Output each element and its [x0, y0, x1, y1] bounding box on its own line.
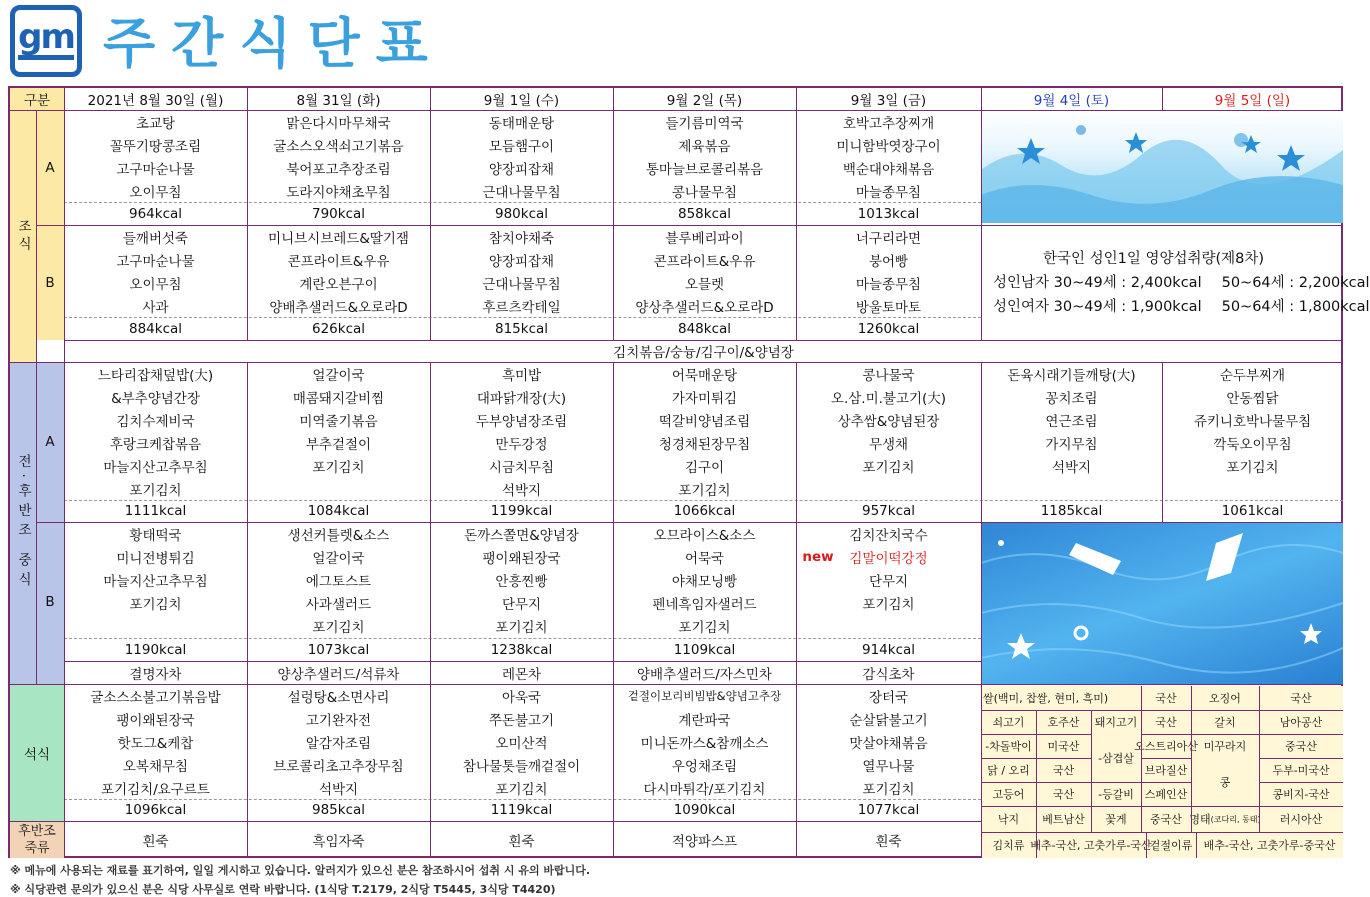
kcal-value: 1061kcal — [1221, 503, 1284, 519]
menu-item: 팽이왜된장국 — [116, 712, 195, 729]
menu-item: 고구마순나물 — [116, 253, 195, 270]
menu-item: 오므라이스&소스 — [653, 527, 756, 544]
kcal-value: 1190kcal — [124, 641, 187, 658]
menu-item: 연근조림 — [1045, 413, 1098, 430]
day-header: 9월 5일 (일) — [1214, 93, 1291, 109]
menu-item: 통마늘브로콜리볶음 — [645, 161, 764, 178]
menu-item: 다시마튀각/포기김치 — [643, 781, 766, 798]
menu-item: 김구이 — [684, 459, 725, 476]
menu-item: 포기김치 — [129, 482, 182, 499]
kcal-value: 1013kcal — [857, 205, 920, 222]
menu-item: 마늘종무침 — [855, 184, 922, 201]
kcal-value: 1238kcal — [490, 641, 553, 658]
menu-item: 맛살야채볶음 — [849, 735, 928, 752]
kcal-value: 1119kcal — [490, 802, 553, 818]
menu-item: 무생채 — [868, 436, 909, 453]
kcal-value: 1077kcal — [857, 802, 920, 818]
menu-item: 얼갈이국 — [312, 367, 365, 384]
menu-item: 굴소스소불고기볶음밥 — [90, 689, 221, 706]
kcal-value: 1109kcal — [673, 641, 736, 658]
menu-item: 알감자조림 — [305, 735, 372, 752]
course-label: A — [45, 159, 55, 176]
menu-item — [64, 614, 247, 637]
menu-item: 양배추샐러드&오로라D — [269, 299, 408, 316]
menu-item: 어묵매운탕 — [671, 367, 738, 384]
menu-item: 브로콜리초고추장무침 — [273, 758, 404, 775]
menu-item: 열무나물 — [862, 758, 915, 775]
day-header: 9월 4일 (토) — [1033, 93, 1110, 109]
menu-item: 마늘지산고추무침 — [103, 573, 208, 590]
menu-item: 황태떡국 — [129, 527, 182, 544]
menu-item: 어묵국 — [684, 550, 725, 567]
kcal-value: 957kcal — [861, 503, 916, 519]
menu-item: 석박지 — [501, 482, 542, 499]
drink-item: 양상추샐러드/석류차 — [277, 666, 400, 683]
menu-item: 미니함박엿장구이 — [836, 138, 941, 155]
menu-item: &부추양념간장 — [111, 390, 200, 407]
menu-item: 김치잔치국수 — [849, 527, 928, 544]
sea-wave-image — [981, 110, 1343, 223]
porridge-item: 흰죽 — [508, 833, 535, 850]
menu-item: 아욱국 — [501, 689, 542, 706]
section-lunch: 전·후반조 중식 — [10, 362, 36, 684]
menu-item: 오이무침 — [129, 184, 182, 201]
menu-item: 흑미밥 — [501, 367, 542, 384]
menu-item: 호박고추장찌개 — [842, 115, 935, 132]
day-header: 2021년 8월 30일 (월) — [87, 93, 224, 109]
menu-item: 설렁탕&소면사리 — [287, 689, 390, 706]
menu-item: 김치수제비국 — [116, 413, 195, 430]
menu-item: 떡갈비양념조림 — [658, 413, 751, 430]
menu-item: 순살닭불고기 — [849, 712, 928, 729]
menu-item: 겉절이보리비빔밥&양념고추장 — [627, 688, 782, 703]
kcal-value: 1073kcal — [307, 641, 370, 658]
menu-item: 굴소스오색쇠고기볶음 — [273, 138, 404, 155]
menu-item: 쭈돈불고기 — [488, 712, 555, 729]
menu-item: 펜네흑임자샐러드 — [652, 596, 757, 613]
menu-item: 깍둑오이무침 — [1213, 436, 1292, 453]
day-header: 9월 1일 (수) — [483, 93, 560, 109]
porridge-item: 흰죽 — [142, 833, 169, 850]
menu-item: 미니돈까스&참깨소스 — [640, 735, 769, 752]
porridge-item: 적양파스프 — [671, 833, 738, 850]
course-label: B — [45, 594, 55, 610]
menu-item: 생선커틀렛&소스 — [287, 527, 390, 544]
menu-item: 사과샐러드 — [305, 596, 372, 613]
day-header: 9월 2일 (목) — [666, 93, 743, 109]
kcal-value: 980kcal — [494, 205, 549, 222]
menu-item: 석박지 — [1051, 459, 1092, 476]
nutrition-intake: 한국인 성인1일 영양섭취량(제8차) 성인남자 30~49세 : 2,400kcal 50~64세 : 2,200kcal 성인여자 30~49세 : 1,900kcal 50~64세 : 1,800kcal — [993, 250, 1370, 315]
menu-item: 근대나물무침 — [482, 276, 561, 293]
section-night: 후반조 죽류 — [10, 821, 64, 858]
menu-item: 매콤돼지갈비찜 — [292, 390, 385, 407]
menu-item: 북어포고추장조림 — [286, 161, 391, 178]
kcal-value: 1090kcal — [673, 802, 736, 818]
menu-item: 팽이왜된장국 — [482, 550, 561, 567]
menu-item: 안동찜닭 — [1226, 390, 1279, 407]
menu-item: 꽁치조림 — [1045, 390, 1098, 407]
menu-item: 포기김치 — [678, 619, 731, 636]
menu-item: 만두강정 — [495, 436, 548, 453]
drink-item: 레몬차 — [501, 666, 542, 683]
menu-item: 미니브시브레드&딸기잼 — [268, 230, 409, 247]
menu-item — [796, 614, 981, 637]
menu-item: 고기완자전 — [305, 712, 372, 729]
menu-item: 블루베리파이 — [665, 230, 744, 247]
course-label: B — [45, 274, 55, 291]
menu-item: 안흥찐빵 — [495, 573, 548, 590]
menu-item: 포기김치 — [312, 459, 365, 476]
menu-item: 김말이떡강정 — [849, 550, 928, 567]
menu-item: 제육볶음 — [678, 138, 731, 155]
menu-item: 포기김치 — [1226, 459, 1279, 476]
menu-item: 포기김치 — [495, 619, 548, 636]
drink-item: 감식초차 — [862, 666, 915, 683]
menu-item: 방울토마토 — [855, 299, 922, 316]
section-dinner: 석식 — [10, 684, 64, 821]
kcal-value: 1260kcal — [857, 320, 920, 337]
menu-item: 맑은다시마무채국 — [286, 115, 391, 132]
menu-item: 포기김치 — [862, 596, 915, 613]
day-header: 9월 3일 (금) — [850, 93, 927, 109]
day-header: 8월 31일 (화) — [296, 93, 381, 109]
menu-item: 백순대야채볶음 — [842, 161, 935, 178]
menu-item: 콘프라이트&우유 — [287, 253, 390, 270]
menu-item: 에그토스트 — [305, 573, 372, 590]
new-badge: new — [802, 548, 834, 565]
origin-table: 쌀(백미, 찹쌀, 현미, 흑미) 국산 오징어 국산 쇠고기 호주산 돼지고기 국산 갈치 남아공산 -차돌박이 미국산 -삼겹살 오스트리아산 미꾸라지 중국산 닭 / 오리 국산 브라질산 콩 두부-미국산 고등어 국산 -등갈비 스페인산 콩비지-국산 낙지 베트남산 꽃게 중국산 명태 (코다리, 동태) 러시아산 김치류 배추-국산, 고춧가루-국산 겉절이류 배추-국산, 고춧가루-중국산 — [981, 686, 1343, 858]
menu-item: 꼴뚜기땅콩조림 — [109, 138, 202, 155]
common-side-dishes: 김치볶음/숭늉/김구이/&양념장 — [613, 345, 794, 361]
menu-item: 가자미튀김 — [671, 390, 738, 407]
menu-item: 계란오븐구이 — [299, 276, 378, 293]
menu-item — [981, 477, 1162, 500]
menu-item: 우엉채조림 — [671, 758, 738, 775]
menu-item: 상추쌈&양념된장 — [837, 413, 940, 430]
menu-item: 돈육시래기들깨탕(大) — [1007, 367, 1136, 384]
menu-item: 후랑크케찹볶음 — [109, 436, 202, 453]
menu-item — [1162, 477, 1343, 500]
menu-item: 미니전병튀김 — [116, 550, 195, 567]
menu-item: 대파닭개장(大) — [476, 390, 567, 407]
kcal-value: 1111kcal — [124, 503, 187, 519]
menu-item: 초교탕 — [135, 115, 176, 132]
menu-item: 마늘종무침 — [855, 276, 922, 293]
menu-item: 석박지 — [318, 781, 359, 798]
kcal-value: 815kcal — [494, 320, 549, 337]
menu-item: 들깨버섯죽 — [122, 230, 189, 247]
menu-item: 콩나물무침 — [671, 184, 738, 201]
menu-item: 오.삼.미.불고기(大) — [830, 390, 947, 407]
allergy-note: ※ 메뉴에 사용되는 재료를 표기하여, 일일 게시하고 있습니다. 알러지가 있으신 분은 참조하시어 섭취 시 유의 바랍니다. — [10, 864, 591, 877]
menu-item: 포기김치 — [862, 781, 915, 798]
menu-item: 도라지야채초무침 — [286, 184, 391, 201]
menu-item: 야채모닝빵 — [671, 573, 738, 590]
menu-item — [247, 477, 430, 500]
gm-logo: gm — [10, 5, 82, 77]
porridge-item: 흑임자죽 — [312, 833, 365, 850]
drink-item: 양배추샐러드/자스민차 — [637, 666, 772, 683]
section-breakfast: 조식 — [10, 110, 36, 362]
menu-item: 두부양념장조림 — [475, 413, 568, 430]
menu-item: 후르츠칵테일 — [482, 299, 561, 316]
menu-item: 미역줄기볶음 — [299, 413, 378, 430]
menu-table — [8, 86, 1370, 858]
menu-item: 오미산적 — [495, 735, 548, 752]
drink-item: 결명자차 — [129, 666, 182, 683]
menu-item: 돈까스쫄면&양념장 — [464, 527, 579, 544]
menu-item: 콘프라이트&우유 — [653, 253, 756, 270]
menu-item: 양장피잡채 — [488, 253, 555, 270]
menu-item: 고구마순나물 — [116, 161, 195, 178]
menu-item: 얼갈이국 — [312, 550, 365, 567]
menu-item: 콩나물국 — [862, 367, 915, 384]
menu-item: 들기름미역국 — [665, 115, 744, 132]
menu-item: 마늘지산고추무침 — [103, 459, 208, 476]
kcal-value: 1199kcal — [490, 503, 553, 519]
menu-item: 계란파국 — [678, 712, 731, 729]
menu-item: 포기김치/요구르트 — [101, 781, 210, 798]
kcal-value: 985kcal — [311, 802, 366, 818]
menu-item: 포기김치 — [495, 781, 548, 798]
sea-pool-image — [981, 523, 1343, 684]
kcal-value: 884kcal — [128, 320, 183, 337]
menu-item: 포기김치 — [862, 459, 915, 476]
menu-item: 단무지 — [501, 596, 542, 613]
menu-item — [796, 477, 981, 500]
menu-item: 포기김치 — [678, 482, 731, 499]
menu-item: 단무지 — [868, 573, 909, 590]
menu-item: 부추겉절이 — [305, 436, 372, 453]
kcal-value: 858kcal — [677, 205, 732, 222]
header-label: 구분 — [10, 88, 64, 110]
menu-item: 사과 — [142, 299, 169, 316]
kcal-value: 790kcal — [311, 205, 366, 222]
menu-item: 너구리라면 — [855, 230, 922, 247]
menu-item: 청경채된장무침 — [658, 436, 751, 453]
kcal-value: 914kcal — [861, 641, 916, 658]
menu-item: 양상추샐러드&오로라D — [635, 299, 774, 316]
menu-item: 양장피잡채 — [488, 161, 555, 178]
menu-item: 근대나물무침 — [482, 184, 561, 201]
kcal-value: 964kcal — [128, 205, 183, 222]
porridge-item: 흰죽 — [875, 833, 902, 850]
menu-item: 포기김치 — [129, 596, 182, 613]
kcal-value: 1096kcal — [124, 802, 187, 818]
menu-item: 오믈렛 — [684, 276, 725, 293]
menu-item: 시금치무침 — [488, 459, 555, 476]
menu-item: 참치야채죽 — [488, 230, 555, 247]
menu-item: 오복채무침 — [122, 758, 189, 775]
menu-item: 붕어빵 — [868, 253, 909, 270]
kcal-value: 848kcal — [677, 320, 732, 337]
kcal-value: 626kcal — [311, 320, 366, 337]
menu-item: 포기김치 — [312, 619, 365, 636]
contact-note: ※ 식당관련 문의가 있으신 분은 식당 사무실로 연락 바랍니다. (1식당 T.2179, 2식당 T5445, 3식당 T4420) — [10, 883, 556, 896]
page-title: 주간식단표 — [103, 12, 444, 75]
course-label: A — [45, 434, 55, 450]
kcal-value: 1185kcal — [1040, 503, 1103, 519]
menu-item: 핫도그&케찹 — [117, 735, 194, 752]
kcal-value: 1084kcal — [307, 503, 370, 519]
menu-item: 오이무침 — [129, 276, 182, 293]
menu-item: 느타리잡채덮밥(大) — [97, 367, 214, 384]
menu-item: 동태매운탕 — [488, 115, 555, 132]
menu-item: 참나물톳들깨겉절이 — [462, 758, 581, 775]
menu-item: 모듬햄구이 — [488, 138, 555, 155]
menu-item: 장터국 — [868, 689, 909, 706]
menu-item: 쥬키니호박나물무침 — [1193, 413, 1312, 430]
kcal-value: 1066kcal — [673, 503, 736, 519]
menu-item: 가지무침 — [1045, 436, 1098, 453]
menu-item: 순두부찌개 — [1219, 367, 1286, 384]
